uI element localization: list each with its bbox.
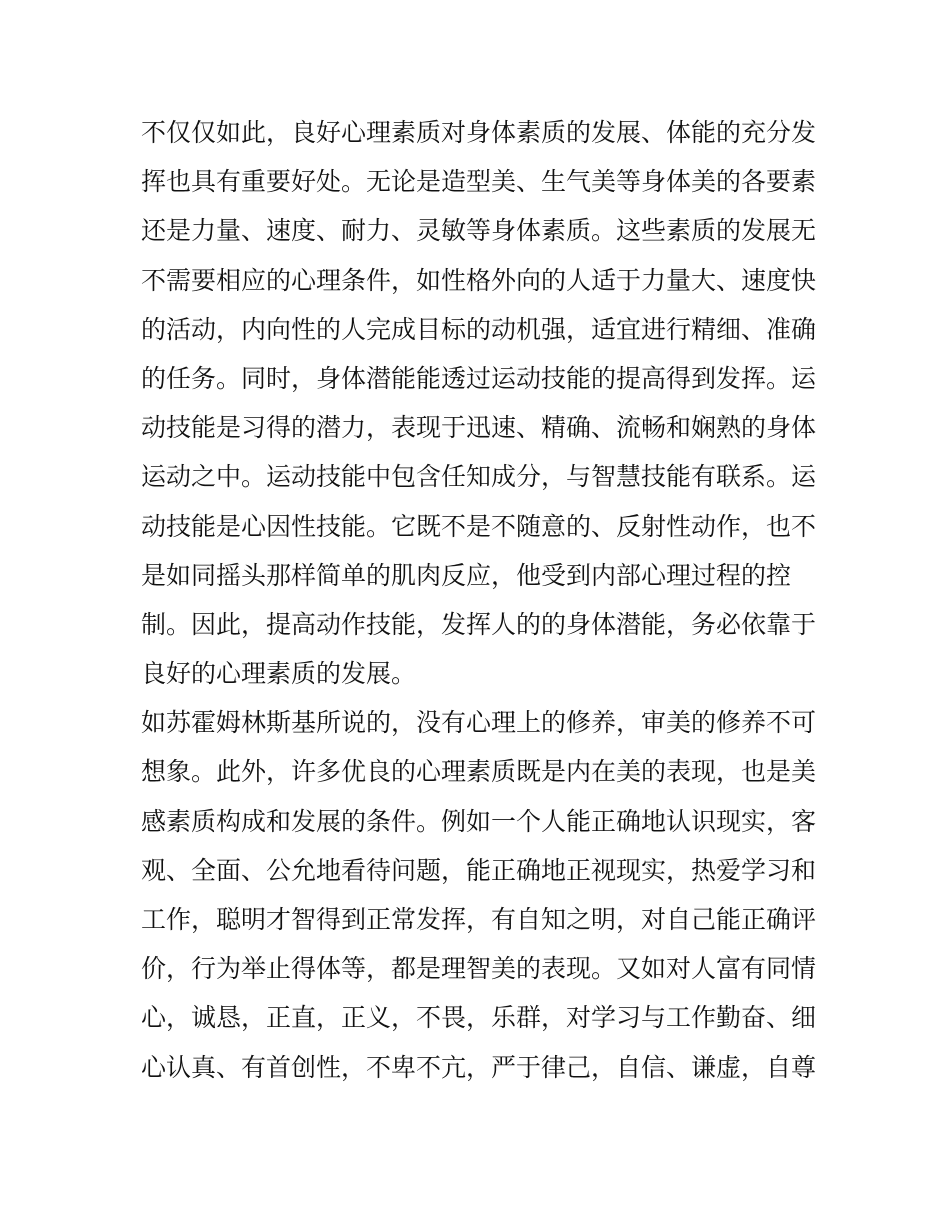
text-line: 观、全面、公允地看待问题，能正确地正视现实，热爱学习和 (141, 855, 817, 885)
text-line: 良好的心理素质的发展。 (141, 659, 417, 689)
text-line: 的任务。同时，身体潜能能透过运动技能的提高得到发挥。运 (141, 363, 817, 393)
text-line: 感素质构成和发展的条件。例如一个人能正确地认识现实，客 (141, 806, 817, 836)
text-line: 工作，聪明才智得到正常发挥，有自知之明，对自己能正确评 (141, 905, 817, 934)
text-line: 制。因此，提高动作技能，发挥人的的身体潜能，务必依靠于 (141, 609, 817, 639)
text-line: 运动之中。运动技能中包含任知成分，与智慧技能有联系。运 (141, 462, 817, 492)
text-line: 心，诚恳，正直，正义，不畏，乐群，对学习与工作勤奋、细 (141, 1003, 817, 1033)
text-line: 想象。此外，许多优良的心理素质既是内在美的表现，也是美 (141, 757, 817, 787)
text-line: 动技能是习得的潜力，表现于迅速、精确、流畅和娴熟的身体 (141, 413, 817, 443)
text-line: 如苏霍姆林斯基所说的，没有心理上的修养，审美的修养不可 (141, 708, 817, 738)
text-line: 不需要相应的心理条件，如性格外向的人适于力量大、速度快 (141, 265, 817, 295)
paragraph-2 (141, 698, 821, 1092)
text-line: 是如同摇头那样简单的肌肉反应，他受到内部心理过程的控 (141, 560, 792, 590)
text-line: 还是力量、速度、耐力、灵敏等身体素质。这些素质的发展无 (141, 216, 817, 246)
text-line: 价，行为举止得体等，都是理智美的表现。又如对人富有同情 (141, 954, 817, 984)
text-line: 的活动，内向性的人完成目标的动机强，适宜进行精细、准确 (141, 314, 817, 344)
text-line: 心认真、有首创性，不卑不亢，严于律己，自信、谦虚，自尊 (141, 1052, 817, 1082)
paragraph-1 (141, 108, 821, 698)
body-text (141, 108, 821, 1092)
text-line: 挥也具有重要好处。无论是造型美、生气美等身体美的各要素 (141, 167, 817, 197)
text-line: 不仅仅如此，良好心理素质对身体素质的发展、体能的充分发 (141, 118, 817, 147)
text-line: 动技能是心因性技能。它既不是不随意的、反射性动作，也不 (141, 511, 817, 541)
